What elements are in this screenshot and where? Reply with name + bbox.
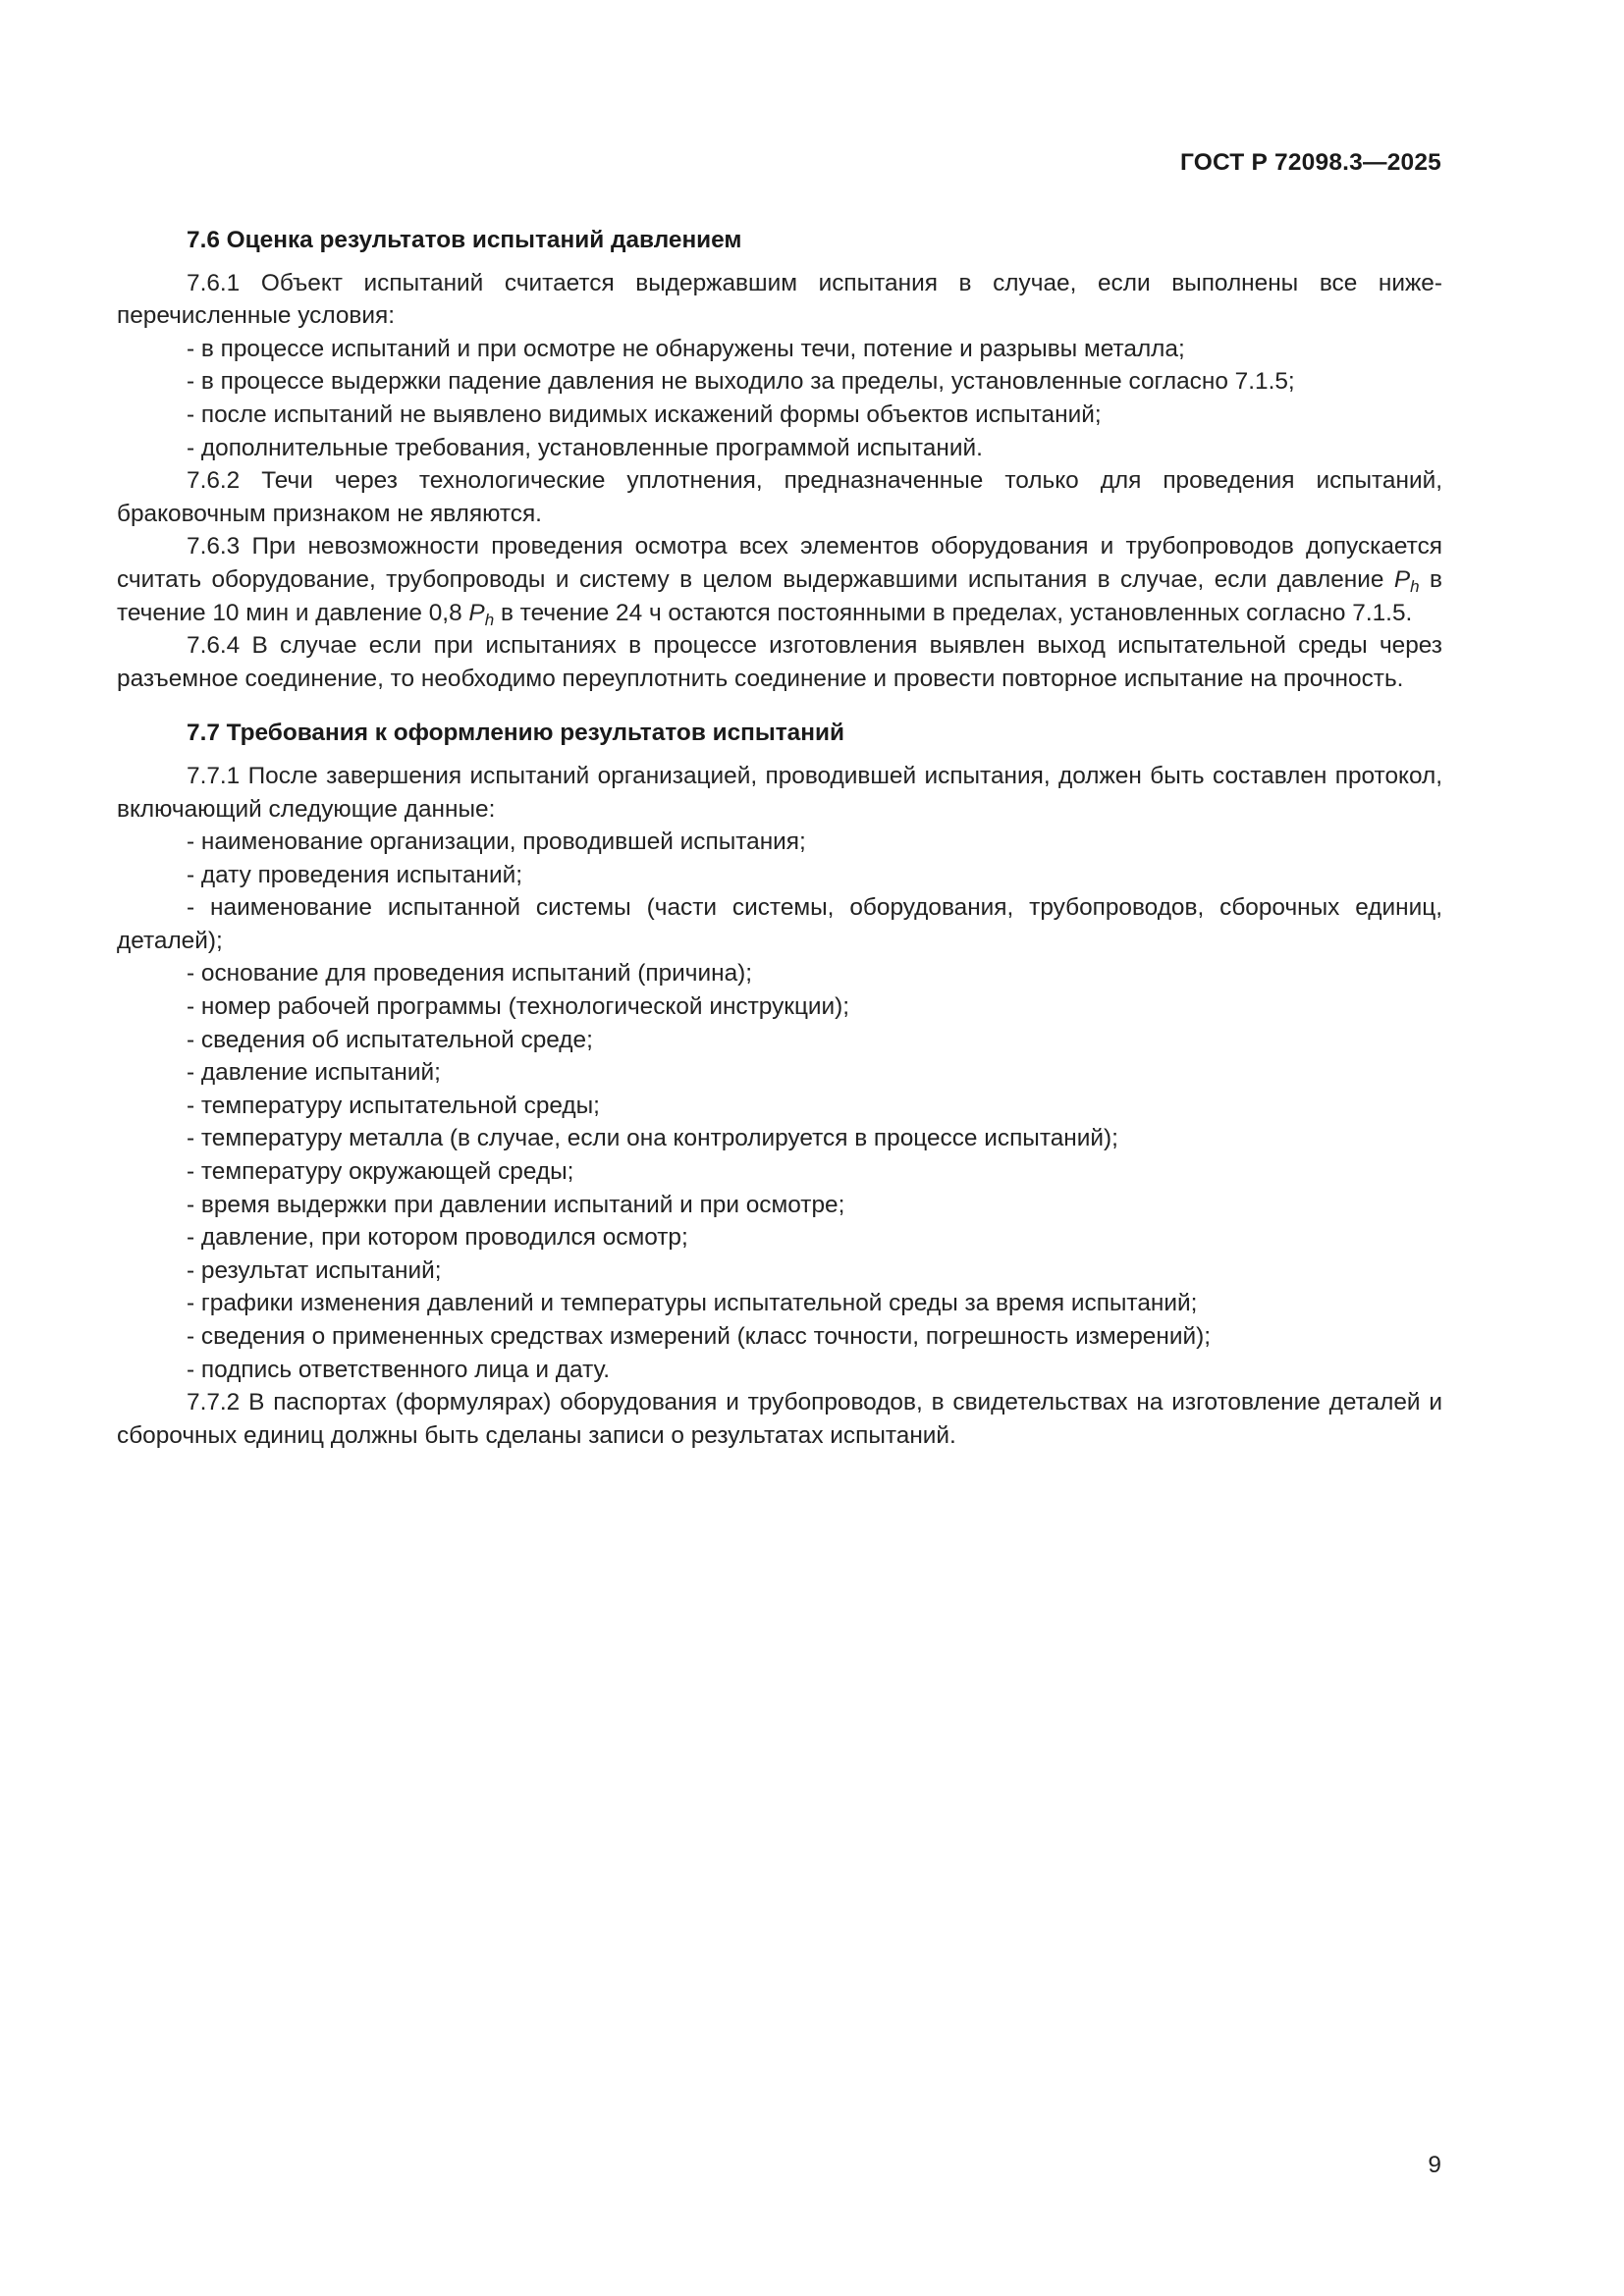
paragraph-7-7-1: 7.7.1 После завершения испытаний организацией, проводившей испытания, должен быть составлен протокол, включающий следующие данные: xyxy=(117,762,1442,823)
list-item: - сведения о примененных средствах измерений (класс точности, погрешность измерений); xyxy=(187,1323,1211,1350)
paragraph-7-6-4: 7.6.4 В случае если при испытаниях в процессе изготовления выявлен выход испытательной среды через разъемное соединение, то необходимо переуплотнить соединение и провести повторное испытание на прочность. xyxy=(117,632,1442,692)
list-item: - температуру металла (в случае, если она контролируется в процессе испытаний); xyxy=(187,1125,1118,1152)
list-item: - дополнительные требования, установленные программой испытаний. xyxy=(187,434,983,461)
list-item: - давление, при котором проводился осмотр; xyxy=(187,1224,688,1252)
document-body xyxy=(117,224,1442,1452)
pressure-symbol: $P_h$ xyxy=(1393,565,1420,596)
list-item: - температуру окружающей среды; xyxy=(187,1158,574,1186)
paragraph-7-6-3-part1: 7.6.3 При невозможности проведения осмотра всех элементов оборудования и трубопроводов допускается считать оборудование, трубопроводы и систему в целом выдержавшими испытания в случае, если давление xyxy=(117,533,1442,593)
list-item: - в процессе испытаний и при осмотре не обнаружены течи, потение и разрывы металла; xyxy=(187,335,1185,362)
paragraph-7-6-1: 7.6.1 Объект испытаний считается выдержавшим испытания в случае, если выполнены все нижеперечисленные условия: xyxy=(117,269,1442,330)
list-item: - графики изменения давлений и температуры испытательной среды за время испытаний; xyxy=(187,1290,1198,1317)
document-code-header: ГОСТ Р 72098.3—2025 xyxy=(1180,149,1441,176)
section-heading-7-6: 7.6 Оценка результатов испытаний давлением xyxy=(187,227,742,253)
list-item: - номер рабочей программы (технологической инструкции); xyxy=(187,993,850,1021)
list-item: - основание для проведения испытаний (причина); xyxy=(187,960,753,988)
list-item: - сведения об испытательной среде; xyxy=(187,1026,593,1053)
paragraph-7-6-3-part2: в течение 10 мин и давление 0,8 xyxy=(117,565,1442,626)
list-item: - в процессе выдержки падение давления не выходило за пределы, установленные согласно 7.1.5; xyxy=(187,368,1295,396)
pressure-symbol: $P_h$ xyxy=(468,599,495,629)
list-item: - давление испытаний; xyxy=(187,1059,441,1087)
paragraph-7-6-2: 7.6.2 Течи через технологические уплотнения, предназначенные только для проведения испытаний, браковочным признаком не являются. xyxy=(117,467,1442,527)
list-item: - после испытаний не выявлено видимых искажений формы объектов испытаний; xyxy=(187,400,1102,428)
list-item: - температуру испытательной среды; xyxy=(187,1092,600,1119)
list-item: - наименование испытанной системы (части системы, оборудования, трубопроводов, сборочных единиц, деталей); xyxy=(117,894,1442,954)
list-item: - дату проведения испытаний; xyxy=(187,861,523,888)
section-heading-7-7: 7.7 Требования к оформлению результатов испытаний xyxy=(187,720,844,747)
list-item: - результат испытаний; xyxy=(187,1256,442,1284)
paragraph-7-6-3 xyxy=(117,530,1442,629)
paragraph-7-7-2: 7.7.2 В паспортах (формулярах) оборудования и трубопроводов, в свидетельствах на изготовление деталей и сборочных единиц должны быть сделаны записи о результатах испытаний. xyxy=(117,1389,1442,1449)
list-item: - подпись ответственного лица и дату. xyxy=(187,1356,611,1383)
list-item: - наименование организации, проводившей испытания; xyxy=(187,828,806,856)
paragraph-7-6-3-part3: в течение 24 ч остаются постоянными в пределах, установленных согласно 7.1.5. xyxy=(494,599,1413,626)
page-number: 9 xyxy=(1428,2152,1441,2178)
list-item: - время выдержки при давлении испытаний и при осмотре; xyxy=(187,1191,845,1218)
